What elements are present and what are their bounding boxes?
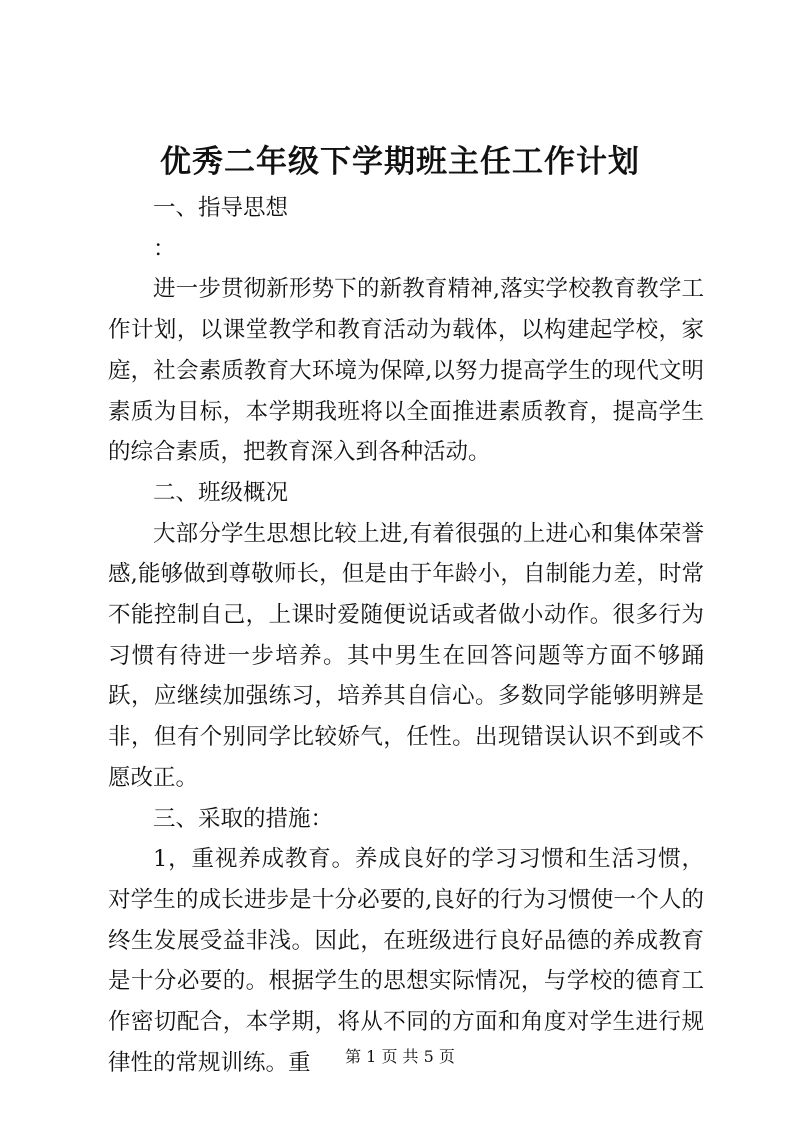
section-heading-guiding-thought: 一、指导思想: [153, 195, 289, 221]
section-heading-measures: 三、采取的措施：: [153, 805, 334, 832]
page-footer: 第 1 页 共 5 页: [345, 1047, 455, 1066]
document-body: [108, 188, 704, 1083]
document-title: 优秀二年级下学期班主任工作计划: [160, 144, 640, 180]
paragraph-measures: 1，重视养成教育。养成良好的学习习惯和生活习惯，对学生的成长进步是十分必要的,良好的行为习惯使一个人的终生发展受益非浅。因此，在班级进行良好品德的养成教育是十分必要的。根据学生的思想实际情况，与学校的德育工作密切配合，本学期，将从不同的方面和角度对学生进行规律性的常规训练。重: [108, 846, 704, 1076]
paragraph-class-overview: 大部分学生思想比较上进,有着很强的上进心和集体荣誉感,能够做到尊敬师长，但是由于年龄小，自制能力差，时常不能控制自己，上课时爱随便说话或者做小动作。很多行为习惯有待进一步培养。其中男生在回答问题等方面不够踊跃，应继续加强练习，培养其自信心。多数同学能够明辨是非，但有个别同学比较娇气，任性。出现错误认识不到或不愿改正。: [108, 520, 704, 791]
paragraph-guiding-thought: 进一步贯彻新形势下的新教育精神,落实学校教育教学工作计划，以课堂教学和教育活动为载体，以构建起学校，家庭，社会素质教育大环境为保障,以努力提高学生的现代文明素质为目标，本学期我班将以全面推进素质教育，提高学生的综合素质，把教育深入到各种活动。: [108, 276, 704, 466]
colon-line: ：: [153, 235, 176, 262]
section-heading-class-overview: 二、班级概况: [153, 479, 289, 506]
